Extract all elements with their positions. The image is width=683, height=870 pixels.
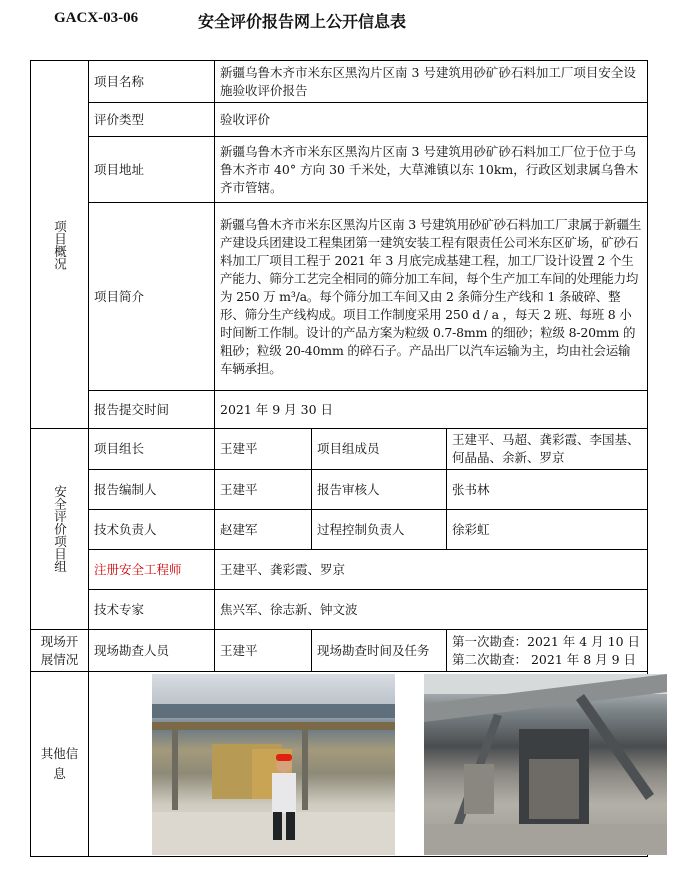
label-author: 报告编制人 — [89, 470, 215, 510]
page-header — [0, 8, 683, 30]
label-site-staff: 现场勘查人员 — [89, 630, 215, 672]
label-leader: 项目组长 — [89, 429, 215, 470]
row-team-leader — [31, 429, 648, 470]
value-site-staff: 王建平 — [215, 630, 312, 672]
row-site — [31, 630, 648, 672]
site-first-visit: 第一次勘查：2021 年 4 月 10 日 — [452, 633, 641, 649]
label-site-section: 现场开展情况 — [31, 630, 89, 672]
form-code: GACX-03-06 — [54, 10, 139, 26]
label-tech: 技术负责人 — [89, 510, 215, 550]
row-eval-type — [31, 103, 648, 137]
row-engineer — [31, 550, 648, 590]
value-submit-date: 2021 年 9 月 30 日 — [215, 391, 648, 429]
section-overview — [31, 61, 89, 429]
info-table — [30, 60, 648, 857]
row-author — [31, 470, 648, 510]
value-eval-type: 验收评价 — [215, 103, 648, 137]
value-intro: 新疆乌鲁木齐市米东区黑沟片区南 3 号建筑用砂矿砂石料加工厂隶属于新疆生产建设兵团建设工程集团第一建筑安装工程有限责任公司米东区矿场，矿砂石料加工厂项目工程于 2021 年 3 月底完成基建工程，加工厂设计设置 2 个生产能力、筛分工艺完全相同的筛分加工车间，每个生产加工车间的处理能力均为 250 万 m³/a。每个筛分加工车间又由 2 条筛分生产线和 1 条破碎、整形、筛分生产线构成。项目工作制度采用 250 d / a ，每天 2 班、每班 8 小时间断工作制。设计的产品方案为粒级 0.7-8mm 的细砂；粒级 8-20mm 的粗砂；粒级 20-40mm 的碎石子。产品出厂以汽车运输为主，均由社会运输车辆承担。 — [215, 203, 648, 391]
site-photo-worker — [152, 674, 395, 855]
label-reviewer: 报告审核人 — [312, 470, 447, 510]
value-author: 王建平 — [215, 470, 312, 510]
value-engineer: 王建平、龚彩霞、罗京 — [215, 550, 648, 590]
photos-cell — [89, 672, 648, 857]
value-expert: 焦兴军、徐志新、钟文波 — [215, 590, 648, 630]
label-intro: 项目简介 — [89, 203, 215, 391]
label-project-name: 项目名称 — [89, 61, 215, 103]
value-site-time — [447, 630, 648, 672]
label-submit-date: 报告提交时间 — [89, 391, 215, 429]
label-members: 项目组成员 — [312, 429, 447, 470]
row-intro — [31, 203, 648, 391]
row-address — [31, 137, 648, 203]
row-other — [31, 672, 648, 857]
row-tech — [31, 510, 648, 550]
row-submit-date — [31, 391, 648, 429]
page-title: 安全评价报告网上公开信息表 — [198, 12, 407, 31]
value-project-name: 新疆乌鲁木齐市米东区黑沟片区南 3 号建筑用砂矿砂石料加工厂项目安全设施验收评价报告 — [215, 61, 648, 103]
other-section-label: 其他信息 — [40, 746, 79, 781]
section-team-label: 安全评价项目组 — [52, 485, 68, 573]
label-engineer: 注册安全工程师 — [89, 550, 215, 590]
label-expert: 技术专家 — [89, 590, 215, 630]
section-team — [31, 429, 89, 630]
site-photo-plant — [424, 674, 667, 855]
row-expert — [31, 590, 648, 630]
label-address: 项目地址 — [89, 137, 215, 203]
section-overview-label: 项目概况 — [52, 219, 68, 270]
value-reviewer: 张书林 — [447, 470, 648, 510]
label-eval-type: 评价类型 — [89, 103, 215, 137]
row-project-name — [31, 61, 648, 103]
label-site-time: 现场勘查时间及任务 — [312, 630, 447, 672]
value-address: 新疆乌鲁木齐市米东区黑沟片区南 3 号建筑用砂矿砂石料加工厂位于位于乌鲁木齐市 40° 方向 30 千米处，大草滩镇以东 10km，行政区划隶属乌鲁木齐市管辖。 — [215, 137, 648, 203]
value-tech: 赵建军 — [215, 510, 312, 550]
value-process: 徐彩虹 — [447, 510, 648, 550]
value-members: 王建平、马超、龚彩霞、李国基、何晶晶、余新、罗京 — [447, 429, 648, 470]
label-other-section — [31, 672, 89, 857]
site-second-visit: 第二次勘查： 2021 年 8 月 9 日 — [452, 651, 637, 667]
label-process: 过程控制负责人 — [312, 510, 447, 550]
value-leader: 王建平 — [215, 429, 312, 470]
